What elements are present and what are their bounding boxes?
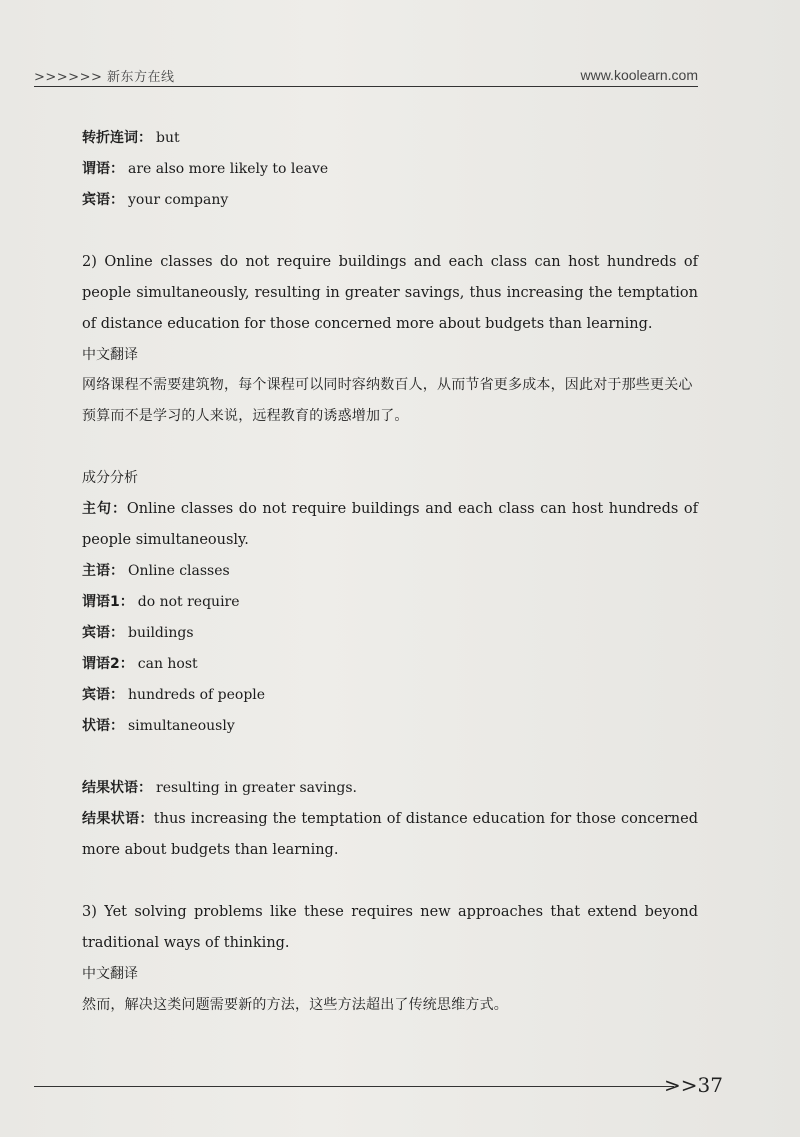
analysis-line [82,154,698,185]
component-text: buildings [128,625,194,641]
page-content [82,123,698,1021]
component-label: 宾语： [82,687,124,703]
component-label: 谓语： [82,161,124,177]
component-text: do not require [137,594,240,610]
translation-heading: 中文翻译 [82,347,138,363]
component-label: 状语： [82,718,124,734]
component-label: 宾语： [82,625,124,641]
header-url: www.koolearn.com [580,67,698,83]
component-label: 主语： [82,563,124,579]
analysis-heading: 成分分析 [82,470,138,486]
main-clause [82,494,698,556]
analysis-line [82,123,698,154]
component-label: 宾语： [82,192,124,208]
component-text: resulting in greater savings. [156,780,358,796]
analysis-line [82,587,698,618]
analysis-line [82,680,698,711]
component-text: are also more likely to leave [128,161,329,177]
translation-text: 网络课程不需要建筑物，每个课程可以同时容纳数百人，从而节省更多成本，因此对于那些更关心预算而不是学习的人来说，远程教育的诱惑增加了。 [82,377,693,424]
analysis-line [82,711,698,742]
component-label: 谓语1： [82,594,134,610]
component-label: 结果状语： [82,811,154,827]
component-label: 转折连词： [82,130,152,146]
component-text: Online classes [128,563,230,579]
component-text: simultaneously [128,718,235,734]
page-number: >>37 [664,1073,723,1097]
main-clause-text: Online classes do not require buildings and each class can host hundreds of people simultaneously. [82,501,698,548]
component-text: hundreds of people [128,687,266,703]
component-label: 结果状语： [82,780,152,796]
component-label: 谓语2： [82,656,134,672]
translation-text: 然而，解决这类问题需要新的方法，这些方法超出了传统思维方式。 [82,997,508,1013]
analysis-line [82,556,698,587]
component-text: thus increasing the temptation of distance education for those concerned more about budgets than learning. [82,811,698,858]
analysis-line [82,618,698,649]
analysis-line [82,773,698,804]
header-brand: >>>>>> 新东方在线 [34,70,175,85]
analysis-line [82,804,698,866]
sentence-2: 2) Online classes do not require buildings and each class can host hundreds of people simultaneously, resulting in greater savings, thus increasing the temptation of distance education for those concerned more about budgets than learning. [82,254,698,332]
translation-heading: 中文翻译 [82,966,138,982]
page-header [34,64,698,87]
analysis-line [82,185,698,216]
sentence-3: 3) Yet solving problems like these requires new approaches that extend beyond traditional ways of thinking. [82,904,698,951]
main-clause-label: 主句： [82,501,127,517]
component-text: can host [137,656,198,672]
analysis-line [82,649,698,680]
footer-rule [34,1086,674,1087]
component-text: your company [128,192,229,208]
component-text: but [156,130,180,146]
